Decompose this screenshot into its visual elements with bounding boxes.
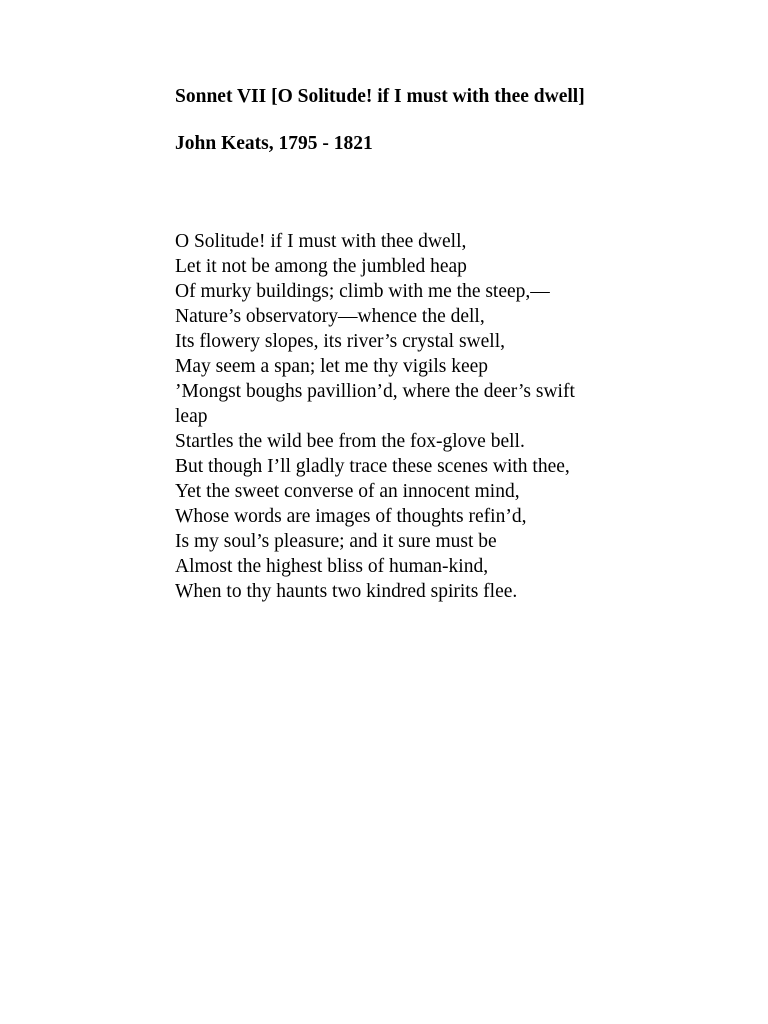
- poem-line: May seem a span; let me thy vigils keep: [175, 356, 489, 377]
- poem-line: Startles the wild bee from the fox-glove bell.: [175, 431, 525, 452]
- poem-line: Whose words are images of thoughts refin’d,: [175, 506, 527, 527]
- poem-line: leap: [175, 406, 208, 427]
- poem-line: When to thy haunts two kindred spirits flee.: [175, 581, 518, 602]
- poem-author: John Keats, 1795 - 1821: [175, 133, 373, 154]
- poem-line: Almost the highest bliss of human-kind,: [175, 556, 489, 577]
- poem-line: Let it not be among the jumbled heap: [175, 256, 467, 277]
- poem-line: ’Mongst boughs pavillion’d, where the deer’s swift: [175, 381, 575, 402]
- poem-line: But though I’ll gladly trace these scenes with thee,: [175, 456, 570, 477]
- poem-body: [175, 229, 675, 604]
- poem-line: O Solitude! if I must with thee dwell,: [175, 231, 467, 252]
- poem-line: Yet the sweet converse of an innocent mind,: [175, 481, 520, 502]
- poem-line: Is my soul’s pleasure; and it sure must be: [175, 531, 497, 552]
- poem-line: Its flowery slopes, its river’s crystal swell,: [175, 331, 505, 352]
- poem-line: Nature’s observatory—whence the dell,: [175, 306, 485, 327]
- poem-title: Sonnet VII [O Solitude! if I must with thee dwell]: [175, 86, 585, 107]
- poem-line: Of murky buildings; climb with me the steep,—: [175, 281, 550, 302]
